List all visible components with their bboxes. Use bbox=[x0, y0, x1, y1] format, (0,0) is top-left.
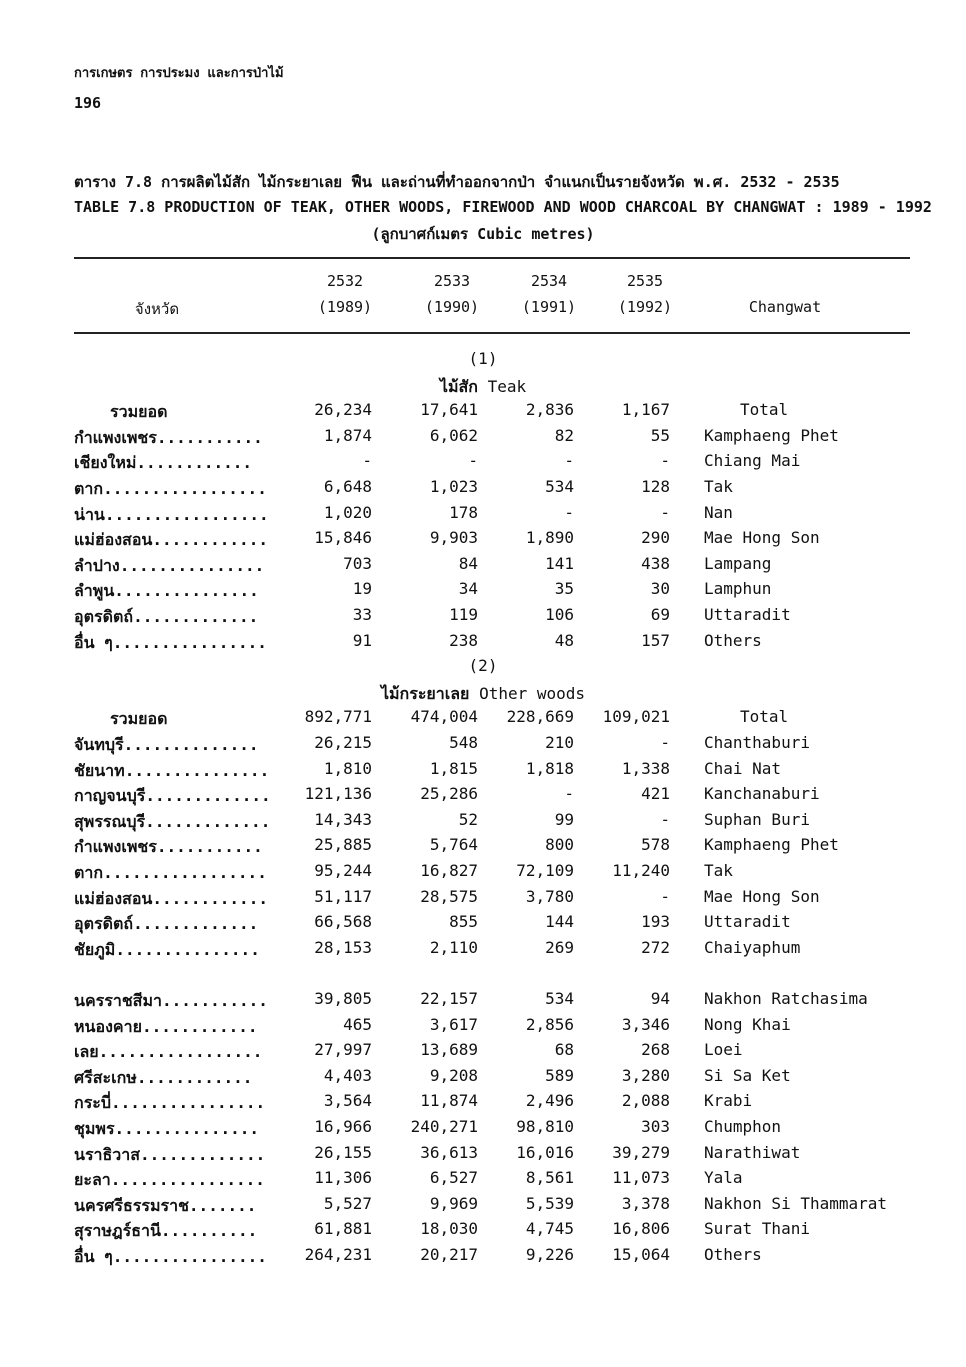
cell-value: 11,073 bbox=[612, 1168, 670, 1188]
cell-value: 240,271 bbox=[410, 1117, 478, 1136]
cell-value: 1,020 bbox=[323, 502, 372, 522]
cell-value: 9,969 bbox=[429, 1193, 478, 1213]
column-header-year-be: 2535 bbox=[626, 272, 664, 290]
changwat-english: Tak bbox=[704, 861, 733, 880]
cell-value: 5,764 bbox=[429, 835, 478, 855]
cell-value: 51,117 bbox=[314, 886, 372, 906]
cell-value: - bbox=[660, 886, 670, 906]
cell-value: 61,881 bbox=[314, 1219, 372, 1239]
cell-value: 94 bbox=[650, 989, 670, 1008]
cell-value: 1,810 bbox=[323, 758, 372, 778]
cell-value: 303 bbox=[641, 1117, 670, 1136]
changwat-thai: อุตรดิตถ์............. bbox=[74, 914, 259, 934]
table-row bbox=[0, 554, 966, 578]
cell-value: - bbox=[564, 502, 574, 522]
table-row bbox=[0, 477, 966, 501]
changwat-thai: ลำปาง............... bbox=[74, 555, 265, 575]
table-top-rule bbox=[74, 257, 910, 259]
section-number: (2) bbox=[468, 656, 498, 676]
cell-value: 238 bbox=[449, 630, 478, 650]
cell-value: 20,217 bbox=[420, 1245, 478, 1264]
cell-value: 121,136 bbox=[304, 784, 372, 804]
changwat-thai: กระบี่................ bbox=[74, 1093, 266, 1113]
changwat-english: Nong Khai bbox=[704, 1014, 791, 1034]
table-row bbox=[0, 887, 966, 911]
table-row bbox=[0, 451, 966, 475]
cell-value: 15,846 bbox=[314, 528, 372, 548]
cell-value: 144 bbox=[545, 912, 574, 932]
changwat-english: Uttaradit bbox=[704, 912, 791, 932]
cell-value: 30 bbox=[650, 579, 670, 599]
changwat-english: Chaiyaphum bbox=[704, 937, 801, 957]
changwat-english: Lampang bbox=[704, 553, 772, 573]
cell-value: 9,226 bbox=[525, 1245, 574, 1264]
section-title-english: Teak bbox=[487, 376, 527, 396]
table-header-rule bbox=[74, 332, 910, 334]
cell-value: 26,215 bbox=[314, 733, 372, 752]
cell-value: 26,234 bbox=[314, 400, 372, 420]
table-row bbox=[0, 1015, 966, 1039]
cell-value: 465 bbox=[343, 1014, 372, 1034]
cell-value: 3,378 bbox=[621, 1193, 670, 1213]
cell-value: 16,966 bbox=[314, 1117, 372, 1136]
cell-value: 3,617 bbox=[429, 1014, 478, 1034]
section-number: (1) bbox=[468, 349, 498, 368]
changwat-thai: นครราชสีมา........... bbox=[74, 991, 268, 1010]
cell-value: 855 bbox=[449, 912, 478, 932]
changwat-thai: รวมยอด bbox=[110, 402, 168, 422]
changwat-english: Others bbox=[704, 630, 762, 650]
changwat-thai: รวมยอด bbox=[110, 709, 168, 729]
cell-value: 269 bbox=[545, 937, 574, 957]
table-row bbox=[0, 1194, 966, 1218]
cell-value: - bbox=[362, 451, 372, 471]
cell-value: 119 bbox=[449, 605, 478, 624]
column-header-year-ce: (1991) bbox=[521, 298, 577, 316]
changwat-thai: ชัยนาท............... bbox=[74, 760, 270, 780]
cell-value: 98,810 bbox=[516, 1117, 574, 1136]
changwat-thai: สุพรรณบุรี............. bbox=[74, 811, 271, 831]
cell-value: 2,856 bbox=[525, 1014, 574, 1034]
cell-value: 36,613 bbox=[420, 1142, 478, 1162]
cell-value: - bbox=[660, 502, 670, 522]
cell-value: 1,338 bbox=[621, 758, 670, 778]
changwat-thai: กำแพงเพชร........... bbox=[74, 837, 263, 857]
changwat-thai: หนองคาย............ bbox=[74, 1016, 258, 1036]
cell-value: 534 bbox=[545, 477, 574, 496]
cell-value: 16,806 bbox=[612, 1219, 670, 1239]
changwat-english: Suphan Buri bbox=[704, 809, 810, 829]
table-row bbox=[0, 861, 966, 885]
changwat-english: Others bbox=[704, 1245, 762, 1264]
cell-value: - bbox=[564, 451, 574, 471]
cell-value: 268 bbox=[641, 1040, 670, 1060]
changwat-thai: ลำพูน............... bbox=[74, 581, 259, 601]
changwat-english: Uttaradit bbox=[704, 605, 791, 624]
cell-value: 1,023 bbox=[429, 477, 478, 496]
changwat-thai: อุตรดิตถ์............. bbox=[74, 607, 259, 626]
cell-value: 578 bbox=[641, 835, 670, 855]
table-row bbox=[0, 912, 966, 936]
cell-value: - bbox=[660, 809, 670, 829]
table-row bbox=[0, 989, 966, 1013]
changwat-thai: ศรีสะเกษ............ bbox=[74, 1067, 253, 1087]
cell-value: 1,890 bbox=[525, 528, 574, 548]
cell-value: 2,496 bbox=[525, 1091, 574, 1111]
column-header-english: Changwat bbox=[748, 298, 822, 316]
column-header-thai: จังหวัด bbox=[134, 300, 180, 318]
cell-value: 68 bbox=[554, 1040, 574, 1060]
changwat-english: Kamphaeng Phet bbox=[704, 425, 839, 445]
changwat-english: Si Sa Ket bbox=[704, 1065, 791, 1085]
changwat-english: Kamphaeng Phet bbox=[704, 835, 839, 855]
cell-value: 17,641 bbox=[420, 400, 478, 420]
changwat-english: Total bbox=[740, 400, 789, 420]
changwat-english: Chai Nat bbox=[704, 758, 782, 778]
cell-value: 703 bbox=[343, 553, 372, 573]
changwat-thai: กำแพงเพชร........... bbox=[74, 427, 263, 447]
cell-value: 438 bbox=[641, 553, 670, 573]
cell-value: 1,874 bbox=[323, 425, 372, 445]
cell-value: 34 bbox=[458, 579, 478, 599]
cell-value: 22,157 bbox=[420, 989, 478, 1008]
changwat-english: Tak bbox=[704, 477, 733, 496]
column-header-year-ce: (1992) bbox=[617, 298, 673, 316]
cell-value: 193 bbox=[641, 912, 670, 932]
cell-value: 3,780 bbox=[525, 886, 574, 906]
cell-value: 11,874 bbox=[420, 1091, 478, 1111]
cell-value: 548 bbox=[449, 733, 478, 752]
cell-value: 11,240 bbox=[612, 861, 670, 880]
cell-value: 421 bbox=[641, 784, 670, 804]
page-number: 196 bbox=[74, 94, 102, 112]
table-row bbox=[0, 426, 966, 450]
changwat-english: Chanthaburi bbox=[704, 733, 810, 752]
cell-value: 109,021 bbox=[602, 707, 670, 727]
cell-value: 91 bbox=[352, 630, 372, 650]
cell-value: 474,004 bbox=[410, 707, 478, 727]
changwat-english: Krabi bbox=[704, 1091, 753, 1111]
changwat-english: Chiang Mai bbox=[704, 451, 801, 471]
cell-value: 26,155 bbox=[314, 1142, 372, 1162]
cell-value: 6,527 bbox=[429, 1168, 478, 1188]
section-title-english: Other woods bbox=[479, 683, 586, 703]
cell-value: 3,564 bbox=[323, 1091, 372, 1111]
cell-value: 14,343 bbox=[314, 809, 372, 829]
cell-value: 892,771 bbox=[304, 707, 372, 727]
cell-value: 27,997 bbox=[314, 1040, 372, 1060]
changwat-thai: อื่น ๆ................ bbox=[74, 1247, 267, 1266]
cell-value: 128 bbox=[641, 477, 670, 496]
changwat-thai: เลย................. bbox=[74, 1042, 263, 1062]
table-title-english: TABLE 7.8 PRODUCTION OF TEAK, OTHER WOODS, FIREWOOD AND WOOD CHARCOAL BY CHANGWAT : 1989 - 1992 bbox=[74, 198, 932, 216]
table-row bbox=[0, 1117, 966, 1141]
cell-value: 4,403 bbox=[323, 1065, 372, 1085]
table-unit: (ลูกบาศก์เมตร Cubic metres) bbox=[371, 225, 595, 243]
changwat-english: Nakhon Ratchasima bbox=[704, 989, 868, 1008]
changwat-english: Narathiwat bbox=[704, 1142, 801, 1162]
cell-value: 141 bbox=[545, 553, 574, 573]
column-header-year-be: 2534 bbox=[530, 272, 568, 290]
section-title-thai: ไม้กระยาเลย bbox=[380, 683, 470, 703]
cell-value: 11,306 bbox=[314, 1168, 372, 1188]
cell-value: 39,805 bbox=[314, 989, 372, 1008]
cell-value: 8,561 bbox=[525, 1168, 574, 1188]
cell-value: 210 bbox=[545, 733, 574, 752]
cell-value: 19 bbox=[352, 579, 372, 599]
table-total-row bbox=[0, 400, 966, 424]
cell-value: 82 bbox=[554, 425, 574, 445]
table-row bbox=[0, 1066, 966, 1090]
table-row bbox=[0, 1219, 966, 1243]
changwat-thai: สุราษฎร์ธานี.......... bbox=[74, 1221, 258, 1241]
changwat-thai: น่าน................. bbox=[74, 504, 269, 524]
section-title bbox=[0, 375, 966, 400]
changwat-thai: แม่ฮ่องสอน............ bbox=[74, 530, 268, 550]
cell-value: 28,153 bbox=[314, 937, 372, 957]
cell-value: 84 bbox=[458, 553, 478, 573]
cell-value: 589 bbox=[545, 1065, 574, 1085]
changwat-english: Lamphun bbox=[704, 579, 772, 599]
cell-value: 9,208 bbox=[429, 1065, 478, 1085]
column-header-year-be: 2533 bbox=[433, 272, 471, 290]
cell-value: - bbox=[660, 451, 670, 471]
table-row bbox=[0, 631, 966, 655]
table-row bbox=[0, 810, 966, 834]
changwat-english: Nan bbox=[704, 502, 733, 522]
cell-value: 39,279 bbox=[612, 1142, 670, 1162]
changwat-thai: ตาก................. bbox=[74, 479, 267, 498]
changwat-english: Nakhon Si Thammarat bbox=[704, 1193, 888, 1213]
cell-value: 178 bbox=[449, 502, 478, 522]
cell-value: 106 bbox=[545, 605, 574, 624]
cell-value: 55 bbox=[650, 425, 670, 445]
cell-value: 5,539 bbox=[525, 1193, 574, 1213]
cell-value: 25,885 bbox=[314, 835, 372, 855]
changwat-thai: นครศรีธรรมราช....... bbox=[74, 1195, 257, 1215]
table-row bbox=[0, 1168, 966, 1192]
cell-value: 264,231 bbox=[304, 1245, 372, 1264]
column-header-year-ce: (1989) bbox=[317, 298, 373, 316]
changwat-english: Chumphon bbox=[704, 1117, 782, 1136]
cell-value: 15,064 bbox=[612, 1245, 670, 1264]
changwat-thai: แม่ฮ่องสอน............ bbox=[74, 888, 268, 908]
changwat-english: Loei bbox=[704, 1040, 743, 1060]
cell-value: 48 bbox=[554, 630, 574, 650]
changwat-thai: ชัยภูมิ............... bbox=[74, 939, 260, 959]
cell-value: 290 bbox=[641, 528, 670, 548]
table-row bbox=[0, 733, 966, 757]
table-row bbox=[0, 1091, 966, 1115]
table-total-row bbox=[0, 707, 966, 731]
cell-value: 228,669 bbox=[506, 707, 574, 727]
section-title bbox=[0, 682, 966, 707]
table-row bbox=[0, 835, 966, 859]
changwat-english: Total bbox=[740, 707, 789, 727]
table-row bbox=[0, 759, 966, 783]
cell-value: 35 bbox=[554, 579, 574, 599]
column-header-year-ce: (1990) bbox=[424, 298, 480, 316]
cell-value: 800 bbox=[545, 835, 574, 855]
cell-value: 5,527 bbox=[323, 1193, 372, 1213]
changwat-english: Surat Thani bbox=[704, 1219, 810, 1239]
cell-value: 66,568 bbox=[314, 912, 372, 932]
cell-value: - bbox=[660, 733, 670, 752]
changwat-thai: ยะลา................ bbox=[74, 1170, 265, 1190]
changwat-thai: เชียงใหม่............ bbox=[74, 453, 253, 473]
cell-value: 1,167 bbox=[621, 400, 670, 420]
cell-value: 6,648 bbox=[323, 477, 372, 496]
cell-value: 157 bbox=[641, 630, 670, 650]
cell-value: 13,689 bbox=[420, 1040, 478, 1060]
cell-value: 2,110 bbox=[429, 937, 478, 957]
table-row bbox=[0, 503, 966, 527]
cell-value: 1,815 bbox=[429, 758, 478, 778]
cell-value: 1,818 bbox=[525, 758, 574, 778]
cell-value: 72,109 bbox=[516, 861, 574, 880]
column-header-year-be: 2532 bbox=[326, 272, 364, 290]
table-row bbox=[0, 605, 966, 629]
changwat-english: Yala bbox=[704, 1168, 743, 1188]
running-header: การเกษตร การประมง และการป่าไม้ bbox=[74, 66, 284, 81]
table-title-thai: ตาราง 7.8 การผลิตไม้สัก ไม้กระยาเลย ฟืน และถ่านที่ทำออกจากป่า จำแนกเป็นรายจังหวัด พ.ศ. 2532 - 2535 bbox=[74, 173, 840, 191]
changwat-thai: จันทบุรี.............. bbox=[74, 735, 259, 754]
changwat-thai: นราธิวาส............. bbox=[74, 1144, 266, 1164]
cell-value: 6,062 bbox=[429, 425, 478, 445]
cell-value: 25,286 bbox=[420, 784, 478, 804]
table-row bbox=[0, 528, 966, 552]
cell-value: 2,088 bbox=[621, 1091, 670, 1111]
cell-value: 4,745 bbox=[525, 1219, 574, 1239]
cell-value: 2,836 bbox=[525, 400, 574, 420]
changwat-thai: ชุมพร............... bbox=[74, 1119, 260, 1138]
table-row bbox=[0, 1245, 966, 1269]
cell-value: 52 bbox=[458, 809, 478, 829]
table-row bbox=[0, 579, 966, 603]
table-row bbox=[0, 938, 966, 962]
changwat-english: Mae Hong Son bbox=[704, 528, 820, 548]
table-row bbox=[0, 784, 966, 808]
cell-value: 3,346 bbox=[621, 1014, 670, 1034]
cell-value: 3,280 bbox=[621, 1065, 670, 1085]
cell-value: 18,030 bbox=[420, 1219, 478, 1239]
cell-value: - bbox=[564, 784, 574, 804]
changwat-english: Mae Hong Son bbox=[704, 886, 820, 906]
changwat-english: Kanchanaburi bbox=[704, 784, 820, 804]
cell-value: 69 bbox=[650, 605, 670, 624]
cell-value: - bbox=[468, 451, 478, 471]
table-row bbox=[0, 1040, 966, 1064]
changwat-thai: ตาก................. bbox=[74, 863, 267, 882]
cell-value: 99 bbox=[554, 809, 574, 829]
cell-value: 28,575 bbox=[420, 886, 478, 906]
cell-value: 9,903 bbox=[429, 528, 478, 548]
cell-value: 272 bbox=[641, 937, 670, 957]
cell-value: 16,016 bbox=[516, 1142, 574, 1162]
changwat-thai: อื่น ๆ................ bbox=[74, 632, 267, 652]
cell-value: 95,244 bbox=[314, 861, 372, 880]
section-title-thai: ไม้สัก bbox=[439, 376, 478, 396]
changwat-thai: กาญจนบุรี............. bbox=[74, 786, 271, 806]
cell-value: 534 bbox=[545, 989, 574, 1008]
cell-value: 16,827 bbox=[420, 861, 478, 880]
cell-value: 33 bbox=[352, 605, 372, 624]
table-row bbox=[0, 1143, 966, 1167]
